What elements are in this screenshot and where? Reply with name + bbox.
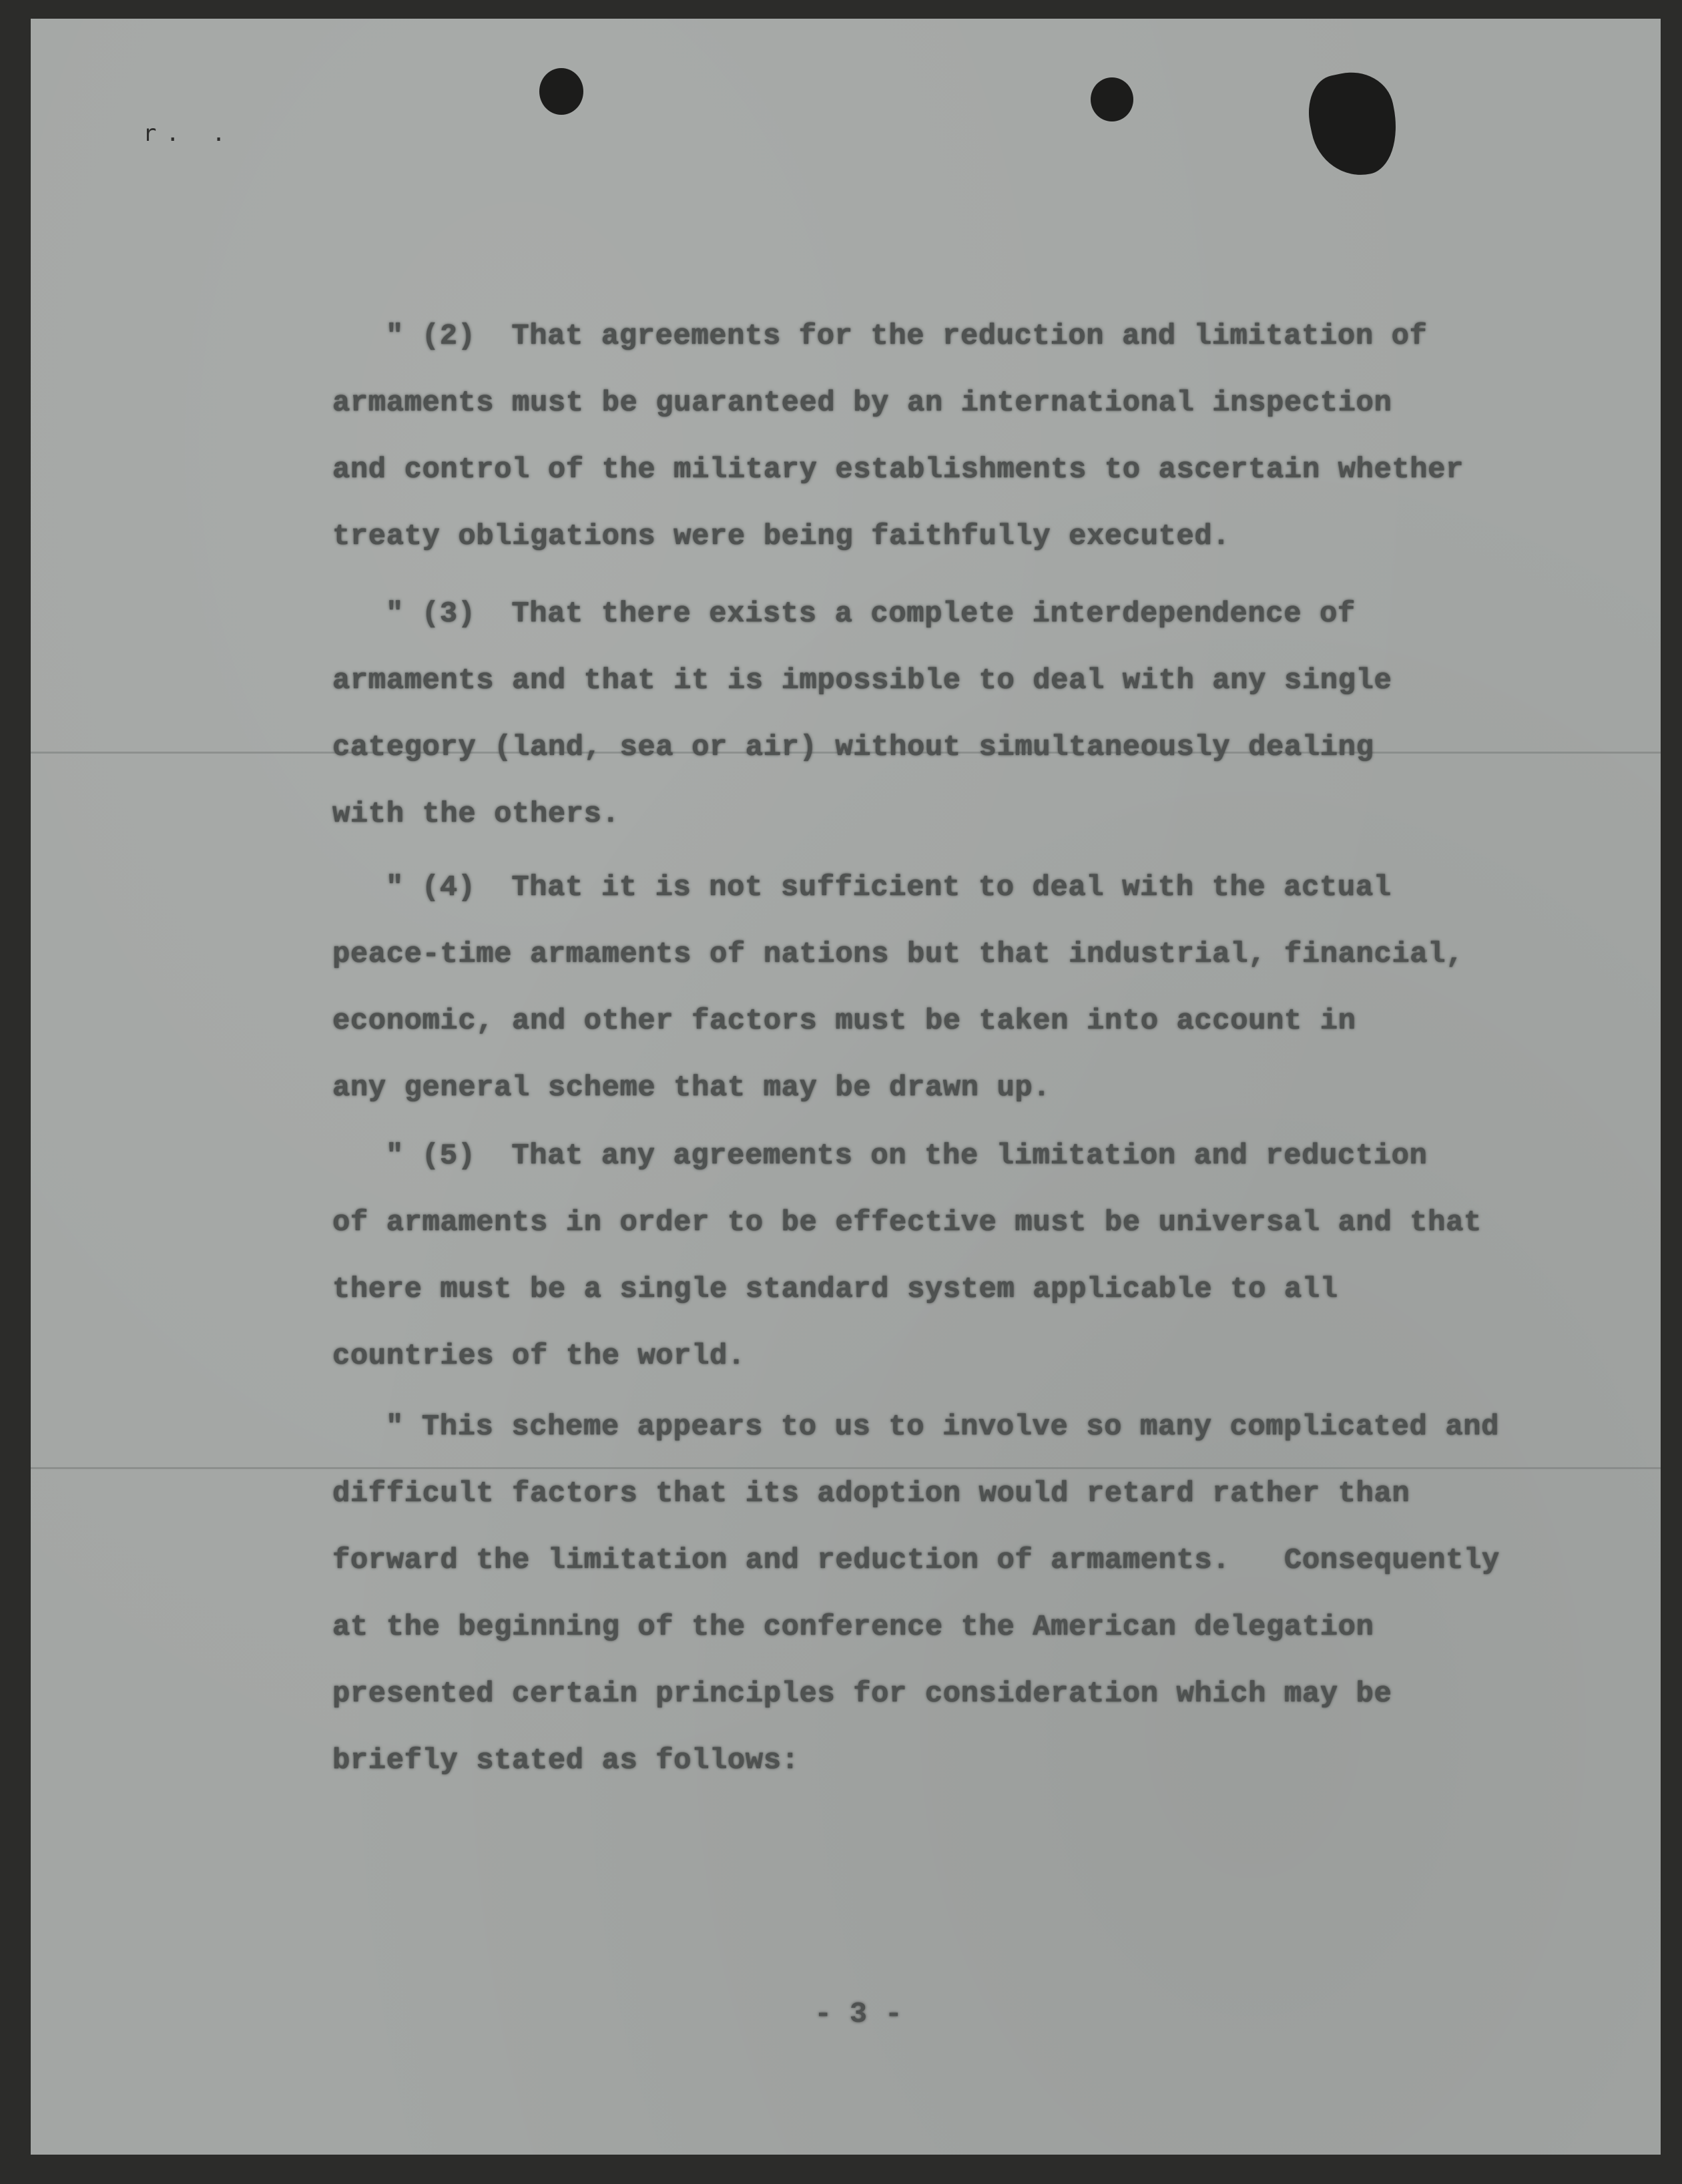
text-line: there must be a single standard system applicable to all [332, 1273, 1338, 1306]
text-line: " (2) That agreements for the reduction and limitation of [386, 320, 1428, 353]
text-line: " This scheme appears to us to involve so many complicated and [386, 1410, 1500, 1444]
text-line: and control of the military establishments to ascertain whether [332, 453, 1464, 487]
text-line: armaments must be guaranteed by an international inspection [332, 386, 1392, 420]
text-line: of armaments in order to be effective must be universal and that [332, 1206, 1482, 1240]
paper-fold-line [31, 1467, 1661, 1469]
text-line: " (4) That it is not sufficient to deal with the actual [386, 871, 1392, 904]
text-line: peace-time armaments of nations but that industrial, financial, [332, 938, 1464, 971]
margin-marks: r. . [143, 120, 235, 147]
torn-corner-mark [1301, 64, 1406, 184]
text-line: with the others. [332, 798, 620, 831]
punch-hole [539, 68, 583, 115]
text-line: " (3) That there exists a complete interdependence of [386, 597, 1356, 631]
text-line: forward the limitation and reduction of armaments. Consequently [332, 1544, 1500, 1577]
text-line: " (5) That any agreements on the limitation and reduction [386, 1139, 1428, 1173]
text-line: any general scheme that may be drawn up. [332, 1071, 1051, 1105]
text-line: briefly stated as follows: [332, 1744, 800, 1778]
text-line: at the beginning of the conference the American delegation [332, 1611, 1374, 1644]
document-page [31, 19, 1661, 2155]
text-line: treaty obligations were being faithfully executed. [332, 520, 1231, 553]
text-line: difficult factors that its adoption would retard rather than [332, 1477, 1410, 1511]
text-line: countries of the world. [332, 1340, 746, 1373]
text-line: armaments and that it is impossible to deal with any single [332, 664, 1392, 698]
text-line: presented certain principles for consideration which may be [332, 1677, 1392, 1711]
text-line: economic, and other factors must be taken into account in [332, 1005, 1356, 1038]
page-number: - 3 - [814, 1998, 903, 2031]
punch-hole [1091, 77, 1133, 121]
text-line: category (land, sea or air) without simultaneously dealing [332, 731, 1374, 764]
